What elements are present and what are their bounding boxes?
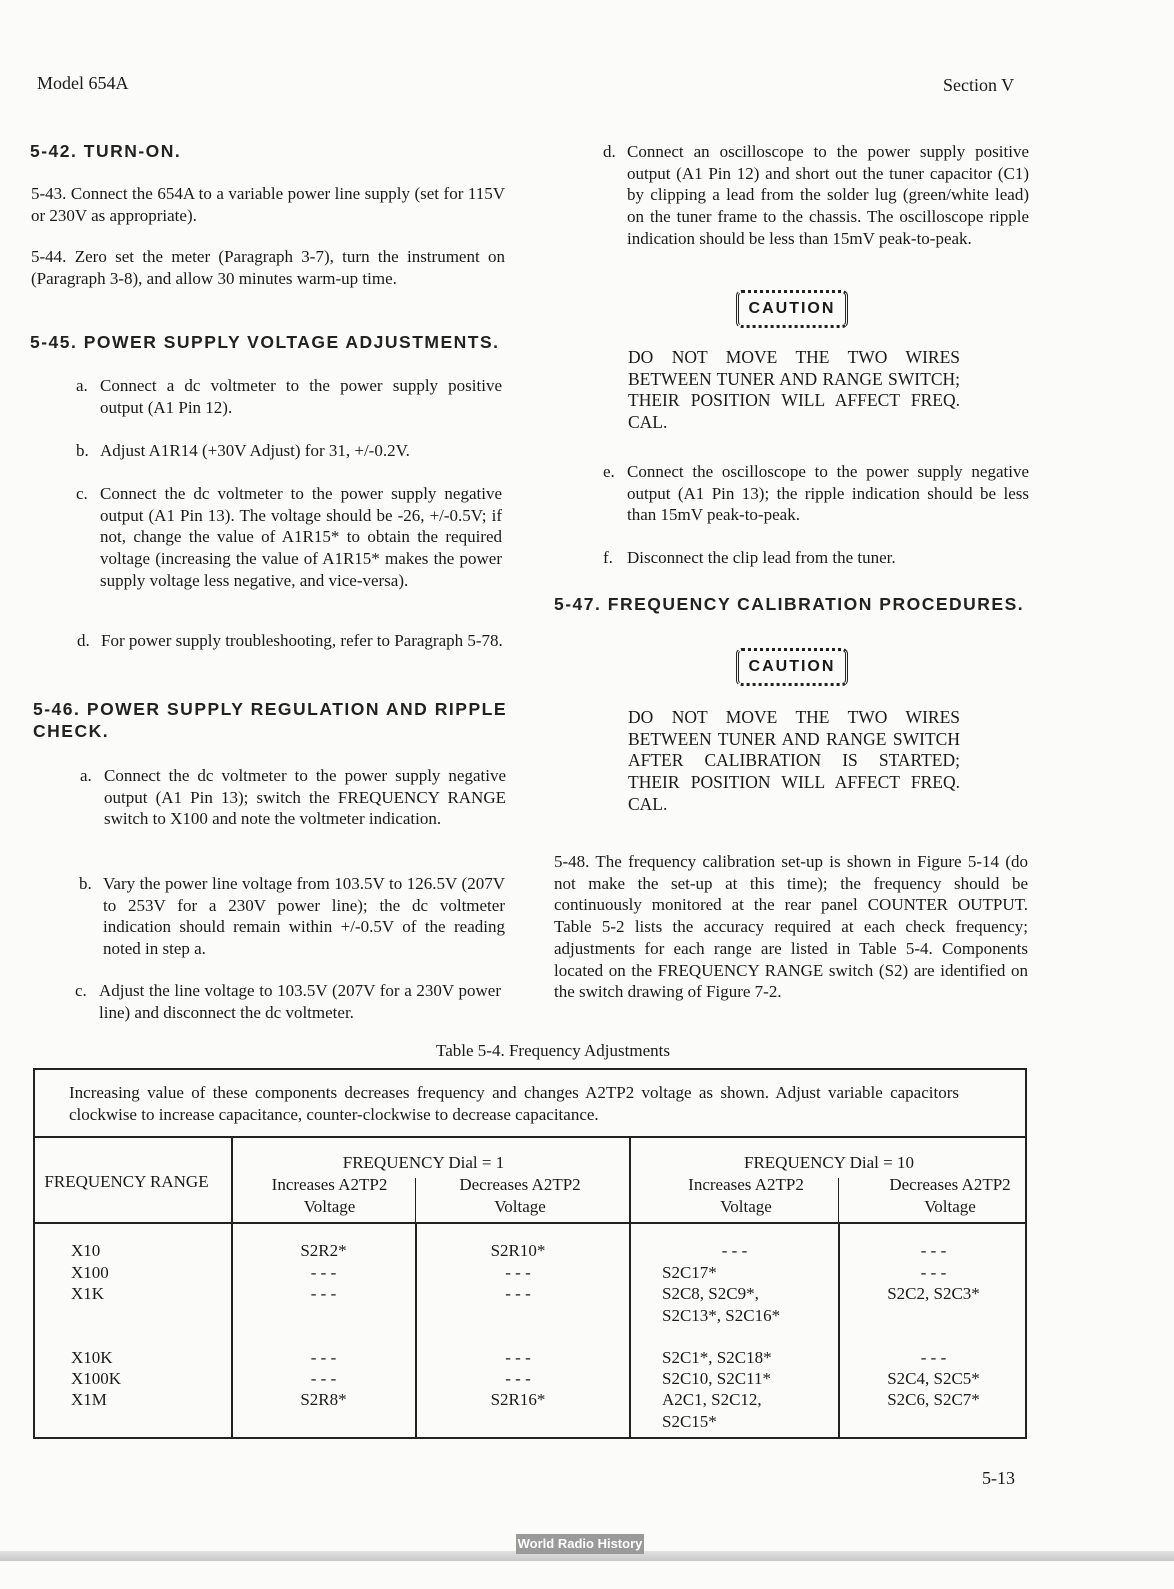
list-item bbox=[76, 375, 502, 418]
list-item-label: d. bbox=[603, 142, 616, 161]
table-cell: - - - bbox=[310, 1263, 337, 1282]
table-cell: - - - bbox=[310, 1369, 337, 1388]
page-number: 5-13 bbox=[982, 1468, 1015, 1488]
column-header-increases: Increases A2TP2 Voltage bbox=[688, 1175, 804, 1216]
table-cell: S2R16* bbox=[490, 1390, 546, 1409]
table-cell: - - - bbox=[310, 1284, 337, 1303]
paragraph-5-44: 5-44. Zero set the meter (Paragraph 3-7), turn the instrument on (Paragraph 3-8), and allow 30 minutes warm-up time. bbox=[31, 247, 505, 288]
table-divider bbox=[33, 1222, 1027, 1224]
list-item-label: a. bbox=[76, 376, 88, 395]
table-cell-range: X1K bbox=[71, 1284, 105, 1303]
list-item-text: Connect a dc voltmeter to the power supply positive output (A1 Pin 12). bbox=[100, 376, 502, 417]
list-item-label: c. bbox=[75, 981, 87, 1000]
table-cell: S2C10, S2C11* bbox=[662, 1369, 771, 1388]
paragraph-5-48: 5-48. The frequency calibration set-up is shown in Figure 5-14 (do not make the set-up at this time); the frequency should be continuously monitored at the rear panel COUNTER OUTPUT. Table 5-2 lists the accuracy required at each check frequency; adjustments for each range are listed in Table 5-4. Components located on the FREQUENCY RANGE switch (S2) are identified on the switch drawing of Figure 7-2. bbox=[554, 852, 1028, 1002]
list-item bbox=[76, 483, 502, 592]
heading-5-47: 5-47. FREQUENCY CALIBRATION PROCEDURES. bbox=[554, 594, 1025, 614]
table-cell: - - - bbox=[920, 1263, 947, 1282]
table-cell-range: X10K bbox=[71, 1348, 113, 1367]
column-header-range: FREQUENCY RANGE bbox=[44, 1172, 209, 1191]
table-cell: - - - bbox=[920, 1241, 947, 1260]
table-cell-range: X100K bbox=[71, 1369, 122, 1388]
column-header-increases: Increases A2TP2 Voltage bbox=[271, 1175, 388, 1216]
list-item bbox=[80, 765, 506, 830]
table-cell: - - - bbox=[505, 1263, 531, 1282]
column-header-decreases: Decreases A2TP2 Voltage bbox=[889, 1175, 1011, 1216]
table-cell-range: X100 bbox=[71, 1263, 109, 1282]
table-cell: - - - bbox=[920, 1348, 947, 1367]
table-divider bbox=[629, 1137, 631, 1439]
list-item bbox=[77, 630, 503, 652]
section-label: Section V bbox=[943, 75, 1015, 95]
heading-5-45: 5-45. POWER SUPPLY VOLTAGE ADJUSTMENTS. bbox=[30, 332, 500, 352]
list-item-text: Disconnect the clip lead from the tuner. bbox=[627, 548, 896, 567]
table-cell: A2C1, S2C12, S2C15* bbox=[662, 1390, 762, 1431]
table-cell: S2R2* bbox=[300, 1241, 347, 1260]
paragraph-5-43: 5-43. Connect the 654A to a variable power line supply (set for 115V or 230V as appropriate). bbox=[31, 184, 505, 225]
table-cell: - - - bbox=[505, 1284, 531, 1303]
table-cell-range: X10 bbox=[71, 1241, 101, 1260]
list-item-text: Vary the power line voltage from 103.5V to 126.5V (207V to 253V for a 230V power line); the dc voltmeter indication should remain within +/-0.5V of the reading noted in step a. bbox=[103, 874, 505, 959]
table-cell: S2C1*, S2C18* bbox=[662, 1348, 772, 1367]
table-cell: S2C4, S2C5* bbox=[887, 1369, 980, 1388]
list-item bbox=[603, 461, 1029, 526]
table-cell: S2C8, S2C9*, S2C13*, S2C16* bbox=[662, 1284, 781, 1325]
model-label: Model 654A bbox=[37, 73, 129, 93]
list-item bbox=[75, 980, 501, 1023]
list-item-text: Connect the dc voltmeter to the power supply negative output (A1 Pin 13). The voltage should be -26, +/-0.5V; if not, change the value of A1R15* to obtain the required voltage (increasing the value of A1R15* makes the power supply voltage less negative, and vice-versa). bbox=[100, 484, 502, 590]
table-cell: S2C6, S2C7* bbox=[887, 1390, 980, 1409]
watermark-badge: World Radio History bbox=[516, 1534, 644, 1554]
list-item bbox=[603, 141, 1029, 250]
list-item-label: e. bbox=[603, 462, 615, 481]
column-group-dial-1: FREQUENCY Dial = 1 bbox=[342, 1153, 505, 1172]
list-item bbox=[79, 873, 505, 960]
caution-text: DO NOT MOVE THE TWO WIRES BETWEEN TUNER AND RANGE SWITCH AFTER CALIBRATION IS STARTED; THEIR POSITION WILL AFFECT FREQ. CAL. bbox=[628, 707, 960, 814]
list-item-text: Connect an oscilloscope to the power supply positive output (A1 Pin 12) and short out the tuner capacitor (C1) by clipping a lead from the solder lug (green/white lead) on the tuner frame to the chassis. The oscilloscope ripple indication should be less than 15mV peak-to-peak. bbox=[627, 142, 1029, 248]
caution-label: CAUTION bbox=[736, 648, 848, 686]
list-item-label: b. bbox=[76, 441, 89, 460]
table-note: Increasing value of these components decreases frequency and changes A2TP2 voltage as shown. Adjust variable capacitors clockwise to increase capacitance, counter-clockwise to decrease capacitance. bbox=[69, 1083, 959, 1124]
list-item-text: For power supply troubleshooting, refer to Paragraph 5-78. bbox=[101, 631, 503, 650]
table-divider bbox=[838, 1178, 839, 1222]
list-item-label: a. bbox=[80, 766, 92, 785]
table-caption: Table 5-4. Frequency Adjustments bbox=[436, 1041, 670, 1060]
table-divider bbox=[33, 1136, 1027, 1138]
table-divider bbox=[415, 1178, 416, 1222]
column-header-decreases: Decreases A2TP2 Voltage bbox=[459, 1175, 581, 1216]
list-item-label: f. bbox=[603, 548, 613, 567]
caution-text: DO NOT MOVE THE TWO WIRES BETWEEN TUNER AND RANGE SWITCH; THEIR POSITION WILL AFFECT FREQ. CAL. bbox=[628, 347, 960, 433]
table-cell: S2R8* bbox=[300, 1390, 347, 1409]
column-group-dial-10: FREQUENCY Dial = 10 bbox=[744, 1153, 914, 1172]
heading-5-46: 5-46. POWER SUPPLY REGULATION AND RIPPLE CHECK. bbox=[33, 699, 507, 741]
table-cell: S2C2, S2C3* bbox=[887, 1284, 980, 1303]
table-cell-range: X1M bbox=[71, 1390, 107, 1409]
list-item bbox=[76, 440, 502, 462]
table-cell: - - - bbox=[505, 1348, 531, 1367]
table-cell: - - - bbox=[310, 1348, 337, 1367]
table-cell: S2R10* bbox=[490, 1241, 546, 1260]
list-item bbox=[603, 547, 1029, 569]
list-item-text: Adjust the line voltage to 103.5V (207V for a 230V power line) and disconnect the dc voltmeter. bbox=[99, 981, 501, 1022]
table-cell: - - - bbox=[505, 1369, 531, 1388]
table-cell: - - - bbox=[721, 1241, 748, 1260]
list-item-text: Adjust A1R14 (+30V Adjust) for 31, +/-0.2V. bbox=[100, 441, 410, 460]
table-cell: S2C17* bbox=[662, 1263, 717, 1282]
list-item-text: Connect the dc voltmeter to the power supply negative output (A1 Pin 13); switch the FREQUENCY RANGE switch to X100 and note the voltmeter indication. bbox=[104, 766, 506, 829]
heading-5-42: 5-42. TURN-ON. bbox=[30, 141, 182, 161]
caution-label: CAUTION bbox=[736, 290, 848, 328]
list-item-label: c. bbox=[76, 484, 88, 503]
list-item-label: d. bbox=[77, 631, 90, 650]
list-item-label: b. bbox=[79, 874, 92, 893]
list-item-text: Connect the oscilloscope to the power supply negative output (A1 Pin 13); the ripple indication should be less than 15mV peak-to-peak. bbox=[627, 462, 1029, 525]
